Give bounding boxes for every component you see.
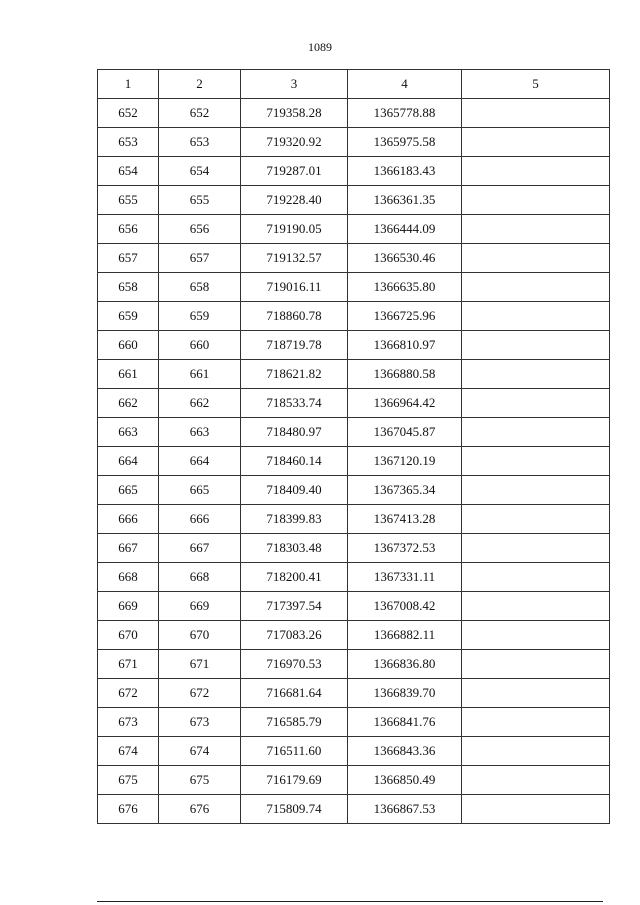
table-cell-col-3: 718480.97	[241, 418, 348, 447]
table-cell-col-4: 1366880.58	[348, 360, 462, 389]
table-cell-col-5	[462, 563, 610, 592]
table-cell-col-4: 1367008.42	[348, 592, 462, 621]
table-cell-col-1: 652	[98, 99, 159, 128]
table-cell-col-3: 718719.78	[241, 331, 348, 360]
table-cell-col-5	[462, 244, 610, 273]
table-cell-col-5	[462, 99, 610, 128]
table-cell-col-4: 1367120.19	[348, 447, 462, 476]
table-row	[98, 273, 610, 302]
footer-rule	[97, 901, 603, 902]
table-row	[98, 737, 610, 766]
table-cell-col-5	[462, 476, 610, 505]
table-cell-col-4: 1367372.53	[348, 534, 462, 563]
table-cell-col-2: 676	[159, 795, 241, 824]
table-cell-col-3: 719320.92	[241, 128, 348, 157]
table-row	[98, 215, 610, 244]
coordinates-table	[97, 69, 610, 824]
table-cell-col-4: 1366361.35	[348, 186, 462, 215]
table-cell-col-1: 663	[98, 418, 159, 447]
column-header-5: 5	[462, 70, 610, 99]
table-cell-col-2: 663	[159, 418, 241, 447]
table-cell-col-5	[462, 650, 610, 679]
table-row	[98, 244, 610, 273]
table-cell-col-4: 1367413.28	[348, 505, 462, 534]
table-row	[98, 360, 610, 389]
table-cell-col-4: 1366810.97	[348, 331, 462, 360]
table-row	[98, 592, 610, 621]
table-cell-col-5	[462, 389, 610, 418]
table-cell-col-2: 668	[159, 563, 241, 592]
table-cell-col-5	[462, 592, 610, 621]
table-cell-col-4: 1366836.80	[348, 650, 462, 679]
table-cell-col-5	[462, 128, 610, 157]
table-row	[98, 650, 610, 679]
table-cell-col-3: 718399.83	[241, 505, 348, 534]
table-cell-col-4: 1366530.46	[348, 244, 462, 273]
table-cell-col-5	[462, 447, 610, 476]
column-header-1: 1	[98, 70, 159, 99]
table-cell-col-3: 718621.82	[241, 360, 348, 389]
table-cell-col-3: 719132.57	[241, 244, 348, 273]
table-cell-col-4: 1366841.76	[348, 708, 462, 737]
table-cell-col-2: 674	[159, 737, 241, 766]
table-cell-col-4: 1366635.80	[348, 273, 462, 302]
table-row	[98, 186, 610, 215]
table-cell-col-1: 669	[98, 592, 159, 621]
table-cell-col-2: 670	[159, 621, 241, 650]
table-cell-col-4: 1366183.43	[348, 157, 462, 186]
table-cell-col-2: 657	[159, 244, 241, 273]
table-cell-col-4: 1366444.09	[348, 215, 462, 244]
table-cell-col-5	[462, 621, 610, 650]
table-cell-col-5	[462, 737, 610, 766]
table-cell-col-1: 656	[98, 215, 159, 244]
table-cell-col-3: 719016.11	[241, 273, 348, 302]
table-cell-col-3: 719228.40	[241, 186, 348, 215]
table-row	[98, 447, 610, 476]
table-cell-col-2: 652	[159, 99, 241, 128]
table-cell-col-2: 659	[159, 302, 241, 331]
table-cell-col-5	[462, 679, 610, 708]
table-cell-col-1: 671	[98, 650, 159, 679]
table-cell-col-5	[462, 766, 610, 795]
table-row	[98, 418, 610, 447]
table-cell-col-4: 1366882.11	[348, 621, 462, 650]
table-cell-col-2: 667	[159, 534, 241, 563]
table-cell-col-4: 1366839.70	[348, 679, 462, 708]
table-cell-col-3: 716970.53	[241, 650, 348, 679]
table-cell-col-2: 660	[159, 331, 241, 360]
table-cell-col-3: 719287.01	[241, 157, 348, 186]
page-number: 1089	[308, 40, 332, 54]
table-row	[98, 621, 610, 650]
table-cell-col-1: 673	[98, 708, 159, 737]
table-cell-col-5	[462, 331, 610, 360]
table-cell-col-1: 664	[98, 447, 159, 476]
table-row	[98, 534, 610, 563]
table-cell-col-2: 669	[159, 592, 241, 621]
table-cell-col-2: 664	[159, 447, 241, 476]
table-header-row	[98, 70, 610, 99]
table-row	[98, 99, 610, 128]
table-cell-col-2: 656	[159, 215, 241, 244]
table-cell-col-1: 662	[98, 389, 159, 418]
table-cell-col-5	[462, 708, 610, 737]
table-cell-col-4: 1367365.34	[348, 476, 462, 505]
table-cell-col-1: 668	[98, 563, 159, 592]
table-cell-col-3: 716511.60	[241, 737, 348, 766]
table-cell-col-3: 717083.26	[241, 621, 348, 650]
table-cell-col-1: 676	[98, 795, 159, 824]
table-row	[98, 708, 610, 737]
table-cell-col-1: 674	[98, 737, 159, 766]
table-row	[98, 302, 610, 331]
table-cell-col-1: 675	[98, 766, 159, 795]
table-cell-col-3: 715809.74	[241, 795, 348, 824]
table-cell-col-5	[462, 534, 610, 563]
table-cell-col-3: 718200.41	[241, 563, 348, 592]
table-cell-col-1: 653	[98, 128, 159, 157]
table-cell-col-5	[462, 505, 610, 534]
table-cell-col-2: 658	[159, 273, 241, 302]
table-cell-col-3: 717397.54	[241, 592, 348, 621]
table-row	[98, 766, 610, 795]
column-header-2: 2	[159, 70, 241, 99]
table-cell-col-1: 659	[98, 302, 159, 331]
table-cell-col-2: 675	[159, 766, 241, 795]
table-cell-col-3: 719190.05	[241, 215, 348, 244]
table-cell-col-3: 716585.79	[241, 708, 348, 737]
table-cell-col-5	[462, 302, 610, 331]
table-cell-col-2: 662	[159, 389, 241, 418]
table-cell-col-5	[462, 186, 610, 215]
table-cell-col-2: 661	[159, 360, 241, 389]
table-cell-col-2: 673	[159, 708, 241, 737]
table-cell-col-2: 653	[159, 128, 241, 157]
table-row	[98, 795, 610, 824]
table-cell-col-1: 657	[98, 244, 159, 273]
table-row	[98, 679, 610, 708]
column-header-3: 3	[241, 70, 348, 99]
table-cell-col-2: 666	[159, 505, 241, 534]
table-cell-col-5	[462, 215, 610, 244]
table-cell-col-4: 1366964.42	[348, 389, 462, 418]
table-cell-col-1: 655	[98, 186, 159, 215]
table-cell-col-1: 658	[98, 273, 159, 302]
table-cell-col-3: 716179.69	[241, 766, 348, 795]
table-cell-col-1: 665	[98, 476, 159, 505]
table-cell-col-2: 654	[159, 157, 241, 186]
table-cell-col-1: 670	[98, 621, 159, 650]
table-cell-col-3: 718460.14	[241, 447, 348, 476]
table-row	[98, 505, 610, 534]
table-cell-col-4: 1365975.58	[348, 128, 462, 157]
table-body	[98, 99, 610, 824]
table-cell-col-1: 666	[98, 505, 159, 534]
table-cell-col-4: 1366867.53	[348, 795, 462, 824]
table-cell-col-4: 1367331.11	[348, 563, 462, 592]
table-cell-col-4: 1366843.36	[348, 737, 462, 766]
table-cell-col-3: 718533.74	[241, 389, 348, 418]
table-cell-col-4: 1365778.88	[348, 99, 462, 128]
table-row	[98, 389, 610, 418]
table-cell-col-2: 672	[159, 679, 241, 708]
table-cell-col-3: 718860.78	[241, 302, 348, 331]
table-cell-col-3: 716681.64	[241, 679, 348, 708]
table-cell-col-5	[462, 418, 610, 447]
table-cell-col-3: 719358.28	[241, 99, 348, 128]
table-row	[98, 476, 610, 505]
table-cell-col-5	[462, 795, 610, 824]
table-cell-col-5	[462, 360, 610, 389]
table-row	[98, 331, 610, 360]
table-cell-col-4: 1366850.49	[348, 766, 462, 795]
table-cell-col-3: 718409.40	[241, 476, 348, 505]
table-cell-col-2: 671	[159, 650, 241, 679]
table-cell-col-5	[462, 157, 610, 186]
table-cell-col-4: 1366725.96	[348, 302, 462, 331]
table-cell-col-1: 672	[98, 679, 159, 708]
table-row	[98, 157, 610, 186]
column-header-4: 4	[348, 70, 462, 99]
table-cell-col-1: 660	[98, 331, 159, 360]
table-cell-col-2: 655	[159, 186, 241, 215]
table-cell-col-5	[462, 273, 610, 302]
table-cell-col-1: 667	[98, 534, 159, 563]
table-row	[98, 128, 610, 157]
table-row	[98, 563, 610, 592]
table-cell-col-3: 718303.48	[241, 534, 348, 563]
table-cell-col-1: 661	[98, 360, 159, 389]
table-cell-col-1: 654	[98, 157, 159, 186]
table-cell-col-4: 1367045.87	[348, 418, 462, 447]
table-cell-col-2: 665	[159, 476, 241, 505]
